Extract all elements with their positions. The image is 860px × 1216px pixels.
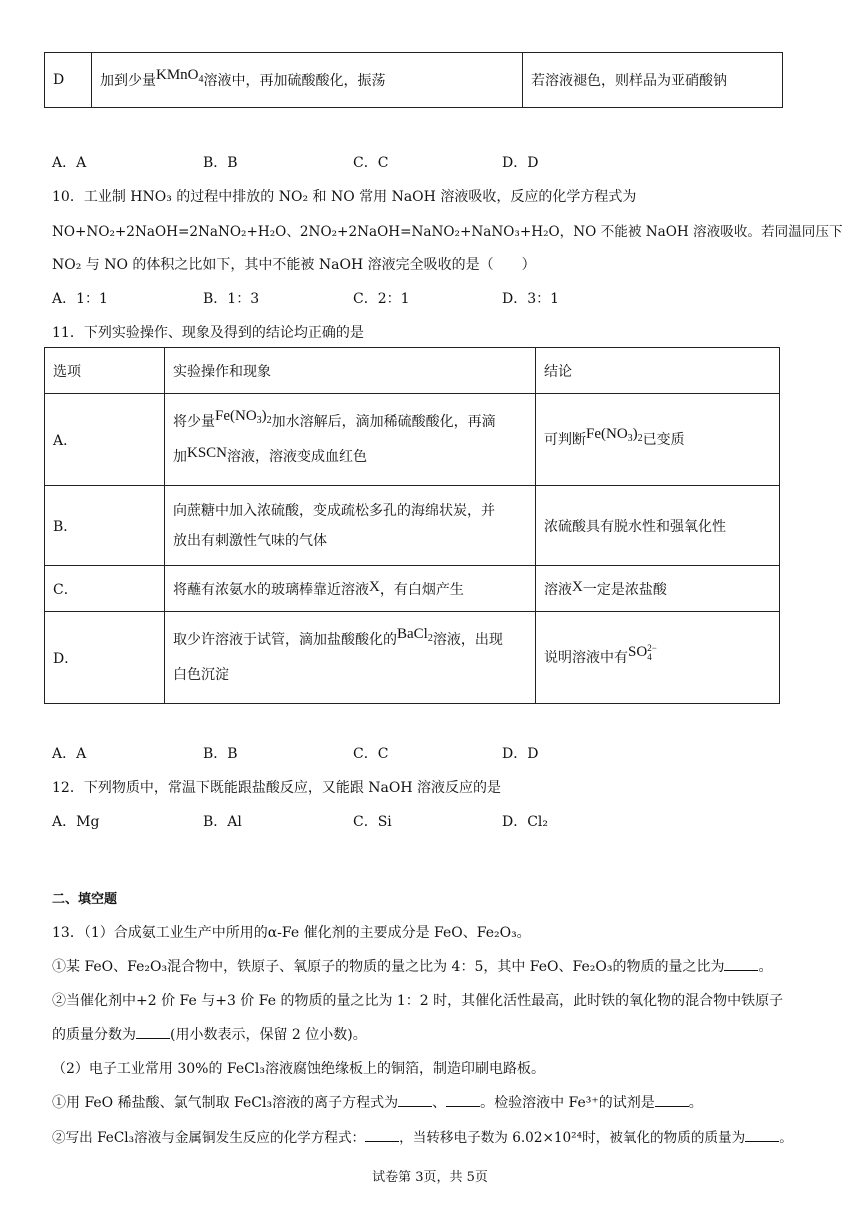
q10-option-c: C．2：1 — [353, 291, 410, 307]
q11-row-a-label: A． — [45, 394, 165, 486]
q11-option-d: D．D — [502, 746, 539, 762]
q12-option-b: B．Al — [203, 814, 242, 830]
answer-blank[interactable] — [446, 1094, 480, 1107]
q11-row-d-operation: 取少许溶液于试管，滴加盐酸酸化的BaCl$_2$溶液，出现 白色沉淀 — [165, 612, 536, 704]
q13-line-2: ①某 FeO、Fe₂O₃混合物中，铁原子、氧原子的物质的量之比为 4：5，其中 FeO、Fe₂O₃的物质的量之比为 。 — [52, 959, 773, 975]
q11-row-b-conclusion: 浓硫酸具有脱水性和强氧化性 — [536, 486, 780, 566]
top-table — [44, 52, 783, 108]
q11-header-option: 选项 — [45, 348, 165, 394]
q10-option-a: A．1：1 — [52, 291, 108, 307]
q11-option-a: A．A — [52, 746, 87, 762]
q11-row-b-label: B． — [45, 486, 165, 566]
answer-blank[interactable] — [398, 1094, 432, 1107]
q9-option-c: C．C — [353, 155, 389, 171]
q11-option-c: C．C — [353, 746, 389, 762]
q11-stem: 11．下列实验操作、现象及得到的结论均正确的是 — [52, 325, 364, 341]
q11-row-a-operation: 将少量$Fe(NO_3)_2$加水溶解后，滴加稀硫酸酸化，再滴 加KSCN溶液，溶液变成血红色 — [165, 394, 536, 486]
q10-option-d: D．3：1 — [502, 291, 560, 307]
q10-option-b: B．1：3 — [203, 291, 260, 307]
q11-row-a — [45, 394, 780, 486]
q11-row-a-conclusion: 可判断$Fe(NO_3)_2$已变质 — [536, 394, 780, 486]
q13-line-7: ②写出 FeCl₃溶液与金属铜发生反应的化学方程式： ，当转移电子数为 6.02×10²⁴时，被氧化的物质的质量为 。 — [52, 1130, 793, 1146]
q12-option-c: C．Si — [353, 814, 392, 830]
q10-line-1: 10．工业制 HNO₃ 的过程中排放的 NO₂ 和 NO 常用 NaOH 溶液吸收，反应的化学方程式为 — [52, 189, 637, 205]
q11-row-d-conclusion: 说明溶液中有SO 2− 4 — [536, 612, 780, 704]
q12-option-d: D．Cl₂ — [502, 814, 549, 830]
row-d-conclusion: 若溶液褪色，则样品为亚硝酸钠 — [523, 53, 783, 108]
q13-line-3: ②当催化剂中+2 价 Fe 与+3 价 Fe 的物质的量之比为 1：2 时，其催化活性最高，此时铁的氧化物的混合物中铁原子 — [52, 993, 784, 1009]
q11-header-operation: 实验操作和现象 — [165, 348, 536, 394]
q11-row-c-conclusion: 溶液X一定是浓盐酸 — [536, 566, 780, 612]
row-d-operation: 加到少量KMnO$_4$溶液中，再加硫酸酸化，振荡 — [92, 53, 523, 108]
answer-blank[interactable] — [136, 1026, 170, 1039]
q11-table — [44, 347, 780, 704]
row-d-label: D — [45, 53, 92, 108]
q11-header-conclusion: 结论 — [536, 348, 780, 394]
section-title: 二、填空题 — [52, 892, 118, 907]
answer-blank[interactable] — [745, 1129, 779, 1142]
q11-row-d — [45, 612, 780, 704]
q13-line-1: 13．（1）合成氨工业生产中所用的α-Fe 催化剂的主要成分是 FeO、Fe₂O₃。 — [52, 925, 531, 941]
q11-row-c-label: C． — [45, 566, 165, 612]
q11-option-b: B．B — [203, 746, 238, 762]
page-footer: 试卷第 3页，共 5页 — [372, 1170, 488, 1185]
q9-option-a: A．A — [52, 155, 87, 171]
q9-option-d: D．D — [502, 155, 539, 171]
q12-option-a: A．Mg — [52, 814, 100, 830]
answer-blank[interactable] — [724, 958, 758, 971]
q11-row-c-operation: 将蘸有浓氨水的玻璃棒靠近溶液X，有白烟产生 — [165, 566, 536, 612]
q11-row-b — [45, 486, 780, 566]
q13-line-4: 的质量分数为 (用小数表示，保留 2 位小数)。 — [52, 1027, 367, 1043]
q13-line-6: ①用 FeO 稀盐酸、氯气制取 FeCl₃溶液的离子方程式为 、 。检验溶液中 Fe³⁺的试剂是 。 — [52, 1095, 703, 1111]
q11-row-c — [45, 566, 780, 612]
q10-line-2: NO+NO₂+2NaOH=2NaNO₂+H₂O、2NO₂+2NaOH=NaNO₂+NaNO₃+H₂O，NO 不能被 NaOH 溶液吸收。若同温同压下 — [52, 224, 843, 240]
q13-line-5: （2）电子工业常用 30%的 FeCl₃溶液腐蚀绝缘板上的铜箔，制造印刷电路板。 — [52, 1061, 545, 1077]
q10-line-3: NO₂ 与 NO 的体积之比如下，其中不能被 NaOH 溶液完全吸收的是（ ） — [52, 257, 536, 273]
answer-blank[interactable] — [365, 1129, 399, 1142]
q11-row-d-label: D． — [45, 612, 165, 704]
answer-blank[interactable] — [655, 1094, 689, 1107]
q11-row-b-operation: 向蔗糖中加入浓硫酸，变成疏松多孔的海绵状炭，并 放出有刺激性气味的气体 — [165, 486, 536, 566]
q9-option-b: B．B — [203, 155, 238, 171]
q12-stem: 12．下列物质中，常温下既能跟盐酸反应，又能跟 NaOH 溶液反应的是 — [52, 780, 501, 796]
